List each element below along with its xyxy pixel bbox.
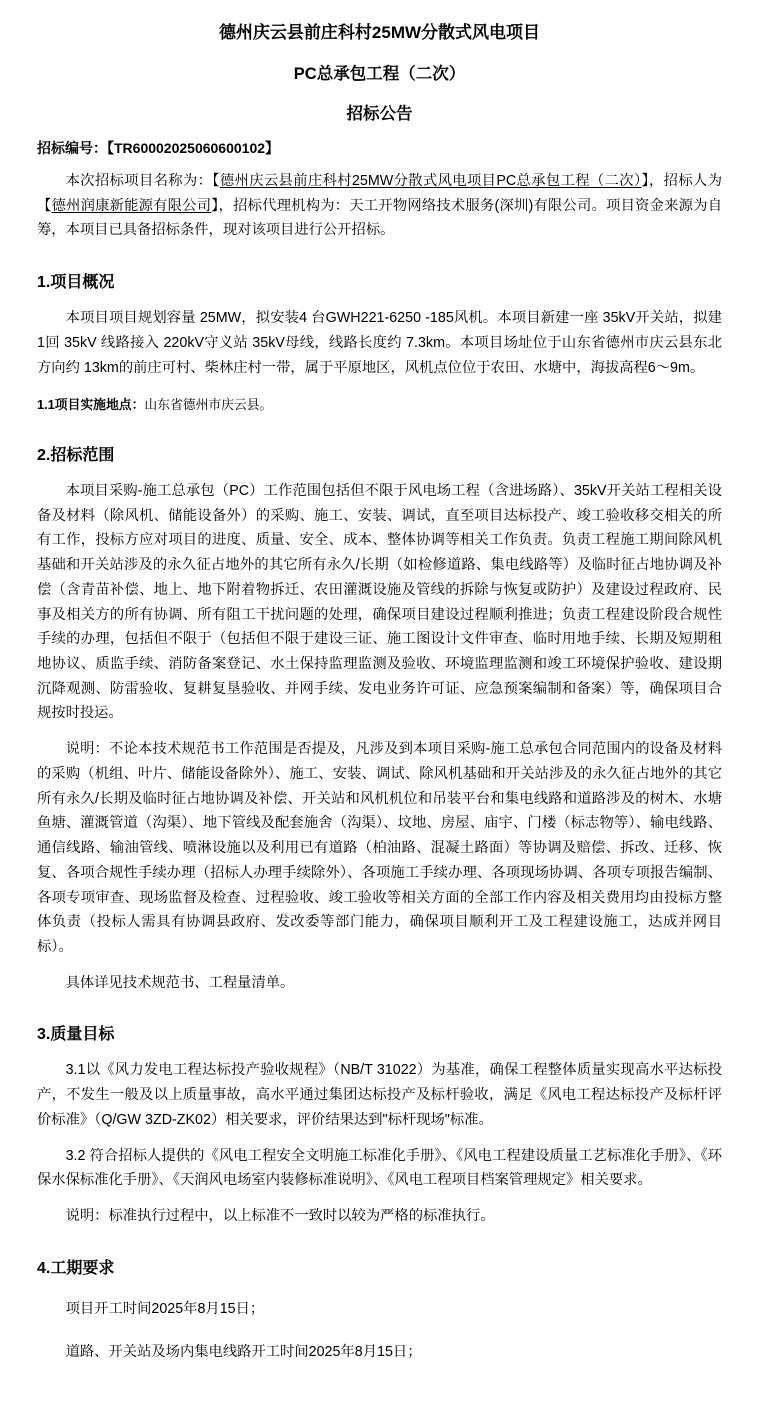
section-heading-schedule-requirement: 4.工期要求 — [37, 1259, 115, 1277]
underlined-text-segment: 德州润康新能源有限公司 — [51, 197, 212, 214]
text-segment: 本次招标项目名称为：【 — [65, 172, 220, 189]
quality-target-item-1: 3.1以《风力发电工程达标投产验收规程》（NB/T 31022）为基准，确保工程整体质量实现高水平达标投产，不发生一般及以上质量事故，高水平通过集团达标投产及标杆验收，满足《风电工程达标投产及标杆评价标准》（Q/GW 3ZD-ZK02）相关要求，评价结果达到"标杆现场"标准。 — [37, 1062, 722, 1128]
section-heading-quality-target: 3.质量目标 — [37, 1026, 115, 1044]
project-overview-paragraph: 本项目项目规划容量 25MW，拟安装4 台GWH221-6250 -185风机。本项目新建一座 35kV开关站，拟建 1回 35kV 线路接入 220kV守义站 35kV母线，线路长度约 7.3km。本项目场址位于山东省德州市庆云县东北方向约 13km的前庄可村、柴林庄村一带，属于平原地区，风机点位位于农田、水塘中，海拔高程6～9m。 — [37, 310, 722, 376]
quality-target-item-2: 3.2 符合招标人提供的《风电工程安全文明施工标准化手册》、《风电工程建设质量工艺标准化手册》、《环保水保标准化手册》、《天润风电场室内装修标准说明》、《风电工程项目档案管理规定》相关要求。 — [37, 1147, 722, 1189]
notice-type-heading: 招标公告 — [346, 104, 413, 123]
tender-number: 招标编号：【TR60002025060600102】 — [37, 139, 280, 156]
intro-paragraph — [37, 169, 722, 243]
section-heading-project-overview: 1.项目概况 — [37, 274, 115, 292]
tender-scope-paragraph: 本项目采购-施工总承包（PC）工作范围包括但不限于风电场工程（含进场路）、35kV开关站工程相关设备及材料（除风机、储能设备外）的采购、施工、安装、调试，直至项目达标投产、竣工验收移交相关的所有工作，投标方应对项目的进度、质量、安全、成本、整体协调等相关工作负责。负责工程施工期间除风机基础和开关站涉及的永久征占地外的其它所有永久/长期（如检修道路、集电线路等）及临时征占地协调及补偿（含青苗补偿、地上、地下附着物拆迁、农田灌溉设施及管线的拆除与恢复或防护）及建设过程政府、民事及相关方的所有协调、所有阻工干扰问题的处理，确保项目建设过程顺利推进；负责工程建设阶段合规性手续的办理，包括但不限于（包括但不限于建设三证、施工图设计文件审查、临时用地手续、长期及短期租地协议、质监手续、消防备案登记、水土保持监理监测及验收、环境监理监测和竣工环境保护验收、建设期沉降观测、防雷验收、复耕复垦验收、并网手续、发电业务许可证、应急预案编制和备案）等，确保项目合规按时投运。 — [37, 483, 722, 722]
quality-target-note: 说明：标准执行过程中，以上标准不一致时以较为严格的标准执行。 — [65, 1207, 495, 1224]
text-segment: 】，招标代理机构为：天工开物网络技术服务(深圳)有限公司。项目资金来源为自筹，本项目已具备招标条件，现对该项目进行公开招标。 — [37, 197, 723, 239]
document-subtitle: PC总承包工程（二次） — [293, 64, 466, 83]
underlined-text-segment: 德州庆云县前庄科村25MW分散式风电项目PC总承包工程（二次） — [219, 172, 642, 189]
tender-scope-note-paragraph: 说明：不论本技术规范书工作范围是否提及，凡涉及到本项目采购-施工总承包合同范围内的设备及材料的采购（机组、叶片、储能设备除外）、施工、安装、调试、除风机基础和开关站涉及的永久征占地外的其它所有永久/长期及临时征占地协调及补偿、开关站和风机机位和吊装平台和集电线路和道路涉及的树木、水塘鱼塘、灌溉管道（沟渠）、地下管线及配套施舍（沟渠）、坟地、房屋、庙宇、门楼（标志物等）、输电线路、通信线路、输油管线、喷淋设施以及利用已有道路（柏油路、混凝土路面）等协调及赔偿、拆改、迁移、恢复、各项合规性手续办理（招标人办理手续除外）、各项施工手续办理、各项现场协调、各项专项报告编制、各项专项审查、现场监督及检查、过程验收、竣工验收等相关方面的全部工作内容及相关费用均由投标方整体负责（投标人需具有协调县政府、发改委等部门能力，确保项目顺利开工及工程建设施工，达成并网目标）。 — [37, 741, 722, 955]
project-location-label: 1.1项目实施地点： — [37, 397, 145, 413]
document-title: 德州庆云县前庄科村25MW分散式风电项目 — [218, 23, 541, 42]
text-segment: 】，招标人为【 — [37, 172, 722, 214]
project-start-date-line: 项目开工时间2025年8月15日； — [65, 1300, 265, 1317]
section-heading-tender-scope: 2.招标范围 — [37, 447, 115, 464]
road-station-start-date-line: 道路、开关站及场内集电线路开工时间2025年8月15日； — [65, 1344, 422, 1361]
tender-scope-detail-reference: 具体详见技术规范书、工程量清单。 — [65, 974, 295, 991]
project-location-line — [37, 394, 722, 416]
project-location-value: 山东省德州市庆云县。 — [144, 397, 273, 413]
